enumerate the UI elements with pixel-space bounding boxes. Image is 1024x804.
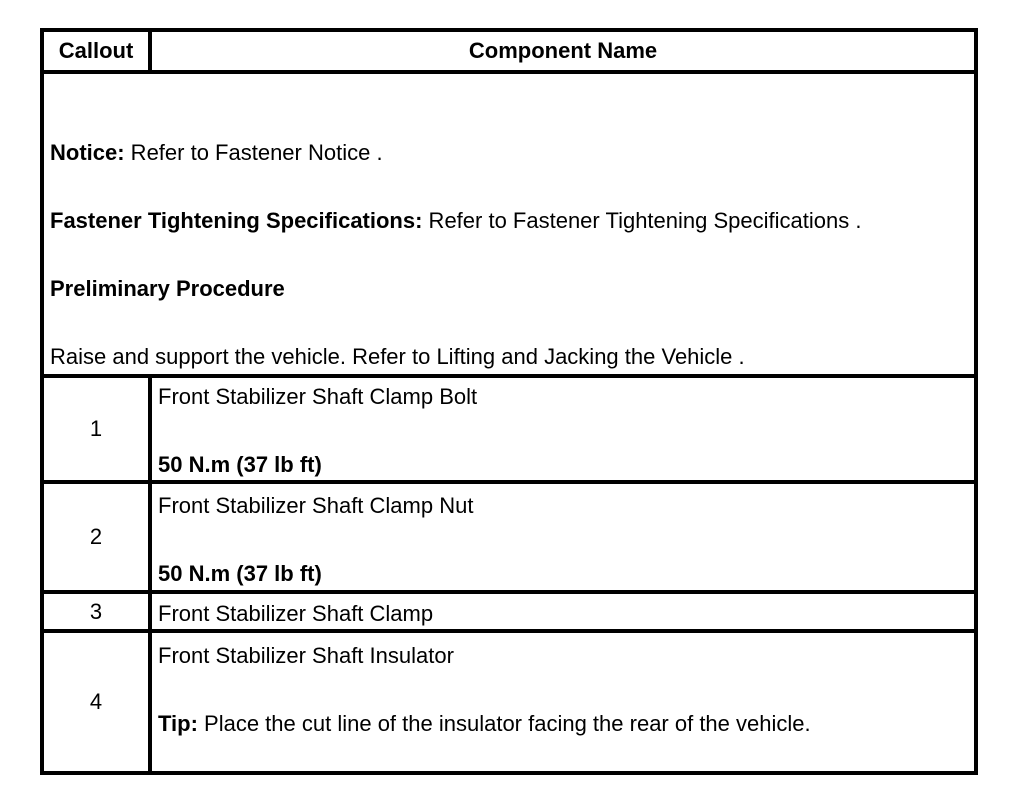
torque-spec-2: 50 N.m (37 lb ft) (158, 561, 322, 586)
header-column-divider (148, 32, 152, 70)
fastener-spec-text: Refer to Fastener Tightening Specifications . (422, 208, 862, 233)
torque-spec-1: 50 N.m (37 lb ft) (158, 452, 322, 477)
preliminary-procedure-text: Raise and support the vehicle. Refer to Lifting and Jacking the Vehicle . (50, 344, 745, 369)
component-name-2: Front Stabilizer Shaft Clamp Nut (158, 493, 474, 518)
tip-label: Tip: (158, 711, 198, 736)
callout-2: 2 (89, 524, 103, 549)
header-callout: Callout (58, 38, 134, 63)
callout-1: 1 (89, 416, 103, 441)
notice-text: Refer to Fastener Notice . (124, 140, 383, 165)
row2-column-divider (148, 484, 152, 590)
intro-divider (44, 374, 974, 378)
component-table (40, 28, 978, 775)
row4-column-divider (148, 633, 152, 771)
fastener-spec-label: Fastener Tightening Specifications: (50, 208, 423, 233)
notice-label: Notice: (50, 140, 125, 165)
row3-divider (44, 629, 974, 633)
component-name-3: Front Stabilizer Shaft Clamp (158, 601, 434, 626)
tip-text: Place the cut line of the insulator facing the rear of the vehicle. (197, 711, 811, 736)
component-name-1: Front Stabilizer Shaft Clamp Bolt (158, 384, 478, 409)
row3-column-divider (148, 594, 152, 629)
header-component-name: Component Name (468, 38, 658, 63)
row1-divider (44, 480, 974, 484)
component-name-4: Front Stabilizer Shaft Insulator (158, 643, 454, 668)
row2-divider (44, 590, 974, 594)
fastener-spec-line (50, 208, 861, 234)
header-divider (44, 70, 974, 74)
callout-4: 4 (89, 689, 103, 714)
tip-line-4 (158, 711, 811, 737)
preliminary-procedure-heading: Preliminary Procedure (50, 276, 285, 301)
callout-3: 3 (89, 598, 103, 624)
notice-line (50, 140, 383, 166)
row1-column-divider (148, 378, 152, 480)
